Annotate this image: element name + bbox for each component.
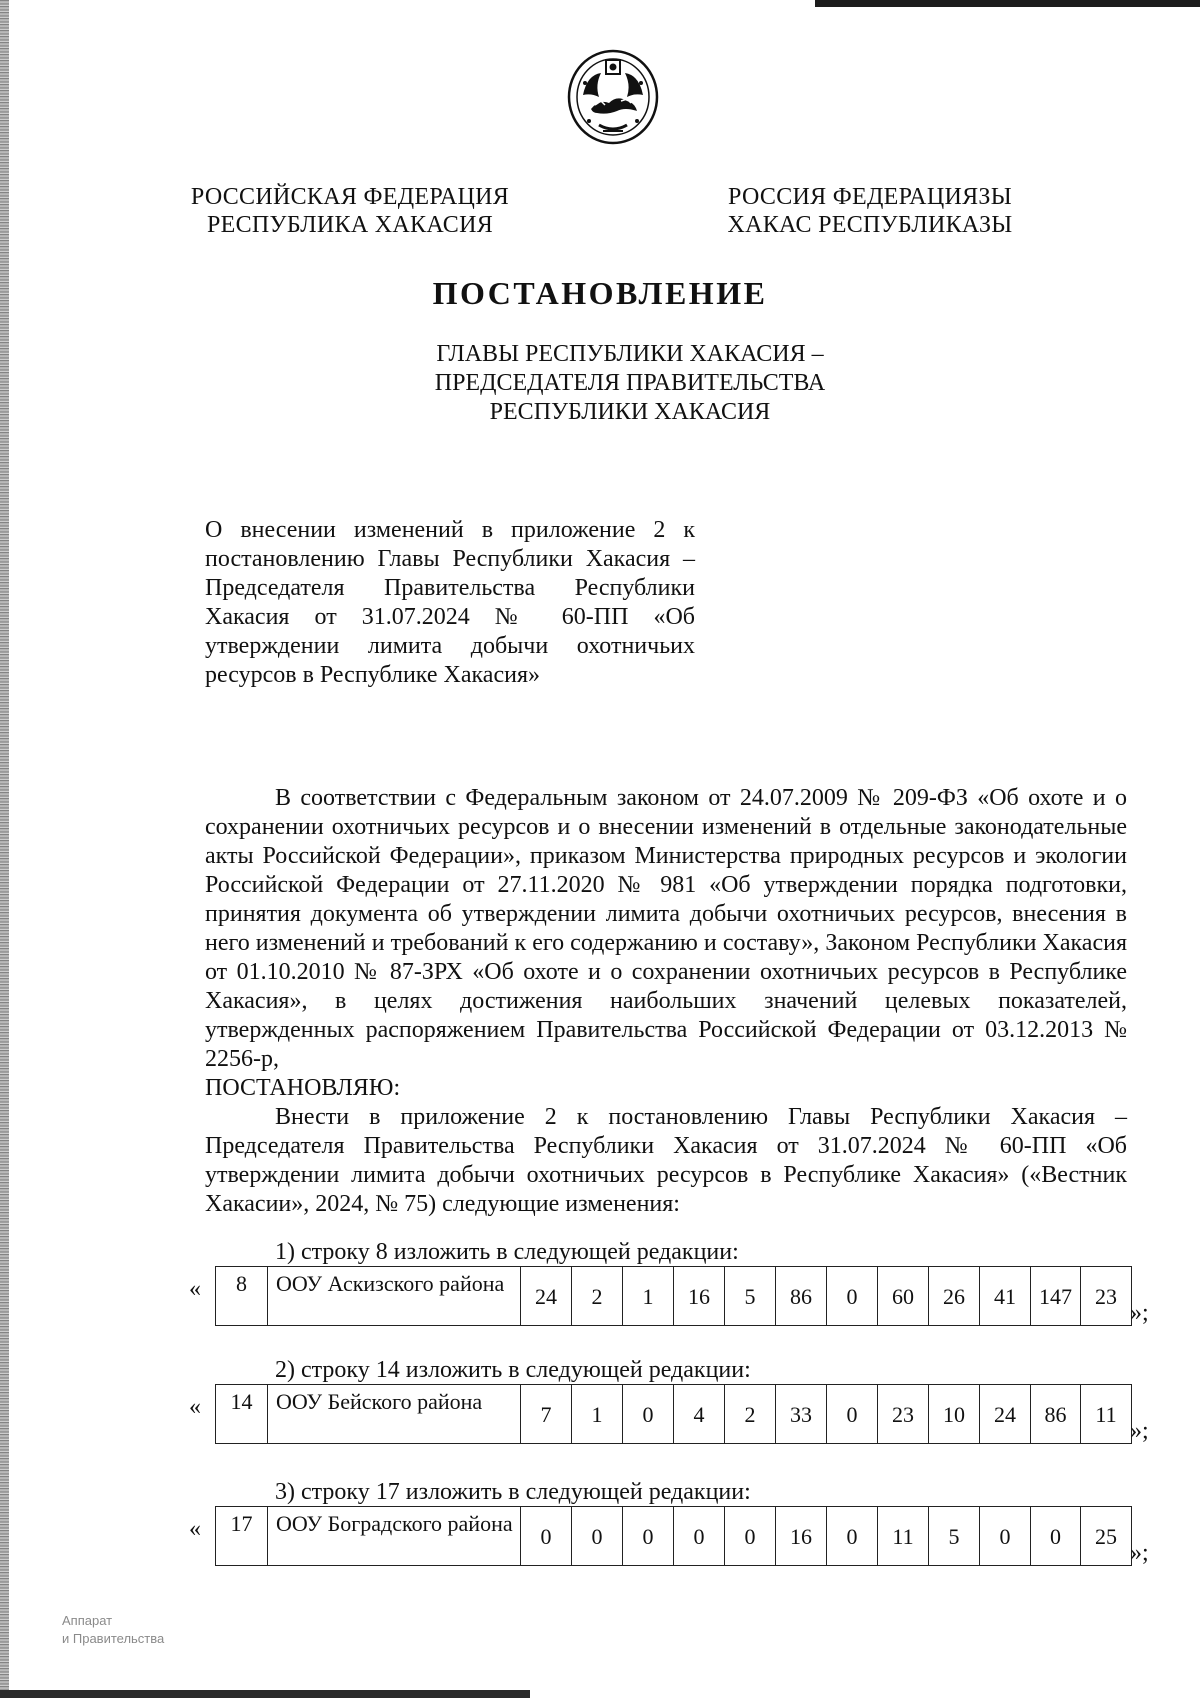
amendment-table-1 [215,1266,1132,1326]
value-cell: 41 [980,1267,1031,1326]
table-row [216,1385,1132,1444]
value-cell: 2 [725,1385,776,1444]
row-name-cell: ООУ Бейского района [268,1385,521,1444]
document-body [205,784,1127,1219]
value-cell: 5 [929,1507,980,1566]
value-cell: 11 [1081,1385,1132,1444]
row-number-cell: 14 [216,1385,268,1444]
scan-left-edge [0,0,9,1698]
authority-line-1: ГЛАВЫ РЕСПУБЛИКИ ХАКАСИЯ – [436,341,824,367]
header-russian [180,183,520,239]
closing-quote-2: »; [1130,1418,1149,1444]
opening-quote-3: « [189,1516,201,1542]
document-subject: О внесении изменений в приложение 2 к постановлению Главы Республики Хакасия – Председателя Правительства Республики Хакасия от 31.07.2024 № 60-ПП «Об утверждении лимита добычи охотничьих ресурсов в Республике Хакасия» [205,517,695,688]
authority-line-2: ПРЕДСЕДАТЕЛЯ ПРАВИТЕЛЬСТВА [434,370,826,396]
row-name-cell: ООУ Аскизского района [268,1267,521,1326]
scan-top-edge [815,0,1200,7]
value-cell: 33 [776,1385,827,1444]
value-cell: 86 [1031,1385,1081,1444]
amendment-title-1: 1) строку 8 изложить в следующей редакции: [275,1239,739,1265]
amendment-table-2 [215,1384,1132,1444]
value-cell: 16 [776,1507,827,1566]
value-cell: 10 [929,1385,980,1444]
value-cell: 1 [623,1267,674,1326]
value-cell: 86 [776,1267,827,1326]
value-cell: 0 [674,1507,725,1566]
value-cell: 0 [521,1507,572,1566]
authority-line-3: РЕСПУБЛИКИ ХАКАСИЯ [489,399,771,425]
value-cell: 7 [521,1385,572,1444]
amendment-table-3 [215,1506,1132,1566]
amendment-title-3: 3) строку 17 изложить в следующей редакции: [275,1479,751,1505]
value-cell: 0 [725,1507,776,1566]
footer-stamp-line-1: Аппарат [62,1613,113,1628]
value-cell: 25 [1081,1507,1132,1566]
footer-stamp-line-2: и Правительства [62,1631,165,1646]
scan-bottom-edge [0,1690,530,1698]
issuing-authority [330,340,930,427]
decree-word: ПОСТАНОВЛЯЮ: [205,1075,401,1101]
row-number-cell: 17 [216,1507,268,1566]
value-cell: 5 [725,1267,776,1326]
header-left-line-2: РЕСПУБЛИКА ХАКАСИЯ [206,212,494,238]
amendment-title-2: 2) строку 14 изложить в следующей редакции: [275,1357,751,1383]
value-cell: 23 [878,1385,929,1444]
amendment-intro-paragraph: Внести в приложение 2 к постановлению Главы Республики Хакасия – Председателя Правительства Республики Хакасия от 31.07.2024 № 60-ПП «Об утверждении лимита добычи охотничьих ресурсов в Республике Хакасия» («Вестник Хакасии», 2024, № 75) следующие изменения: [205,1104,1127,1217]
value-cell: 0 [827,1267,878,1326]
value-cell: 2 [572,1267,623,1326]
coat-of-arms-emblem [565,45,661,145]
footer-stamp [62,1612,164,1648]
preamble-paragraph: В соответствии с Федеральным законом от 24.07.2009 № 209-ФЗ «Об охоте и о сохранении охотничьих ресурсов и о внесении изменений в отдельные законодательные акты Российской Федерации», приказом Министерства природных ресурсов и экологии Российской Федерации от 27.11.2020 № 981 «Об утверждении порядка подготовки, принятия документа об утверждении лимита добычи охотничьих ресурсов, внесения в него изменений и требований к его содержанию и составу», Законом Республики Хакасия от 01.10.2010 № 87-ЗРХ «Об охоте и о сохранении охотничьих ресурсов в Республике Хакасия», в целях достижения наибольших значений целевых показателей, утвержденных распоряжением Правительства Российской Федерации от 03.12.2013 № 2256-р, [205,785,1127,1072]
value-cell: 0 [1031,1507,1081,1566]
closing-quote-1: »; [1130,1300,1149,1326]
value-cell: 26 [929,1267,980,1326]
document-type-title: ПОСТАНОВЛЕНИЕ [432,275,768,311]
value-cell: 0 [572,1507,623,1566]
header-left-line-1: РОССИЙСКАЯ ФЕДЕРАЦИЯ [190,184,510,210]
opening-quote-2: « [189,1394,201,1420]
header-right-line-1: РОССИЯ ФЕДЕРАЦИЯЗЫ [728,184,1012,210]
closing-quote-3: »; [1130,1540,1149,1566]
value-cell: 24 [521,1267,572,1326]
value-cell: 60 [878,1267,929,1326]
value-cell: 23 [1081,1267,1132,1326]
header-khakas [720,183,1020,239]
value-cell: 11 [878,1507,929,1566]
value-cell: 0 [827,1507,878,1566]
value-cell: 0 [623,1385,674,1444]
row-number-cell: 8 [216,1267,268,1326]
opening-quote-1: « [189,1276,201,1302]
value-cell: 0 [827,1385,878,1444]
value-cell: 147 [1031,1267,1081,1326]
table-row [216,1267,1132,1326]
value-cell: 24 [980,1385,1031,1444]
header-right-line-2: ХАКАС РЕСПУБЛИКАЗЫ [727,212,1013,238]
value-cell: 4 [674,1385,725,1444]
value-cell: 16 [674,1267,725,1326]
value-cell: 0 [980,1507,1031,1566]
value-cell: 1 [572,1385,623,1444]
row-name-cell: ООУ Боградского района [268,1507,521,1566]
value-cell: 0 [623,1507,674,1566]
table-row [216,1507,1132,1566]
